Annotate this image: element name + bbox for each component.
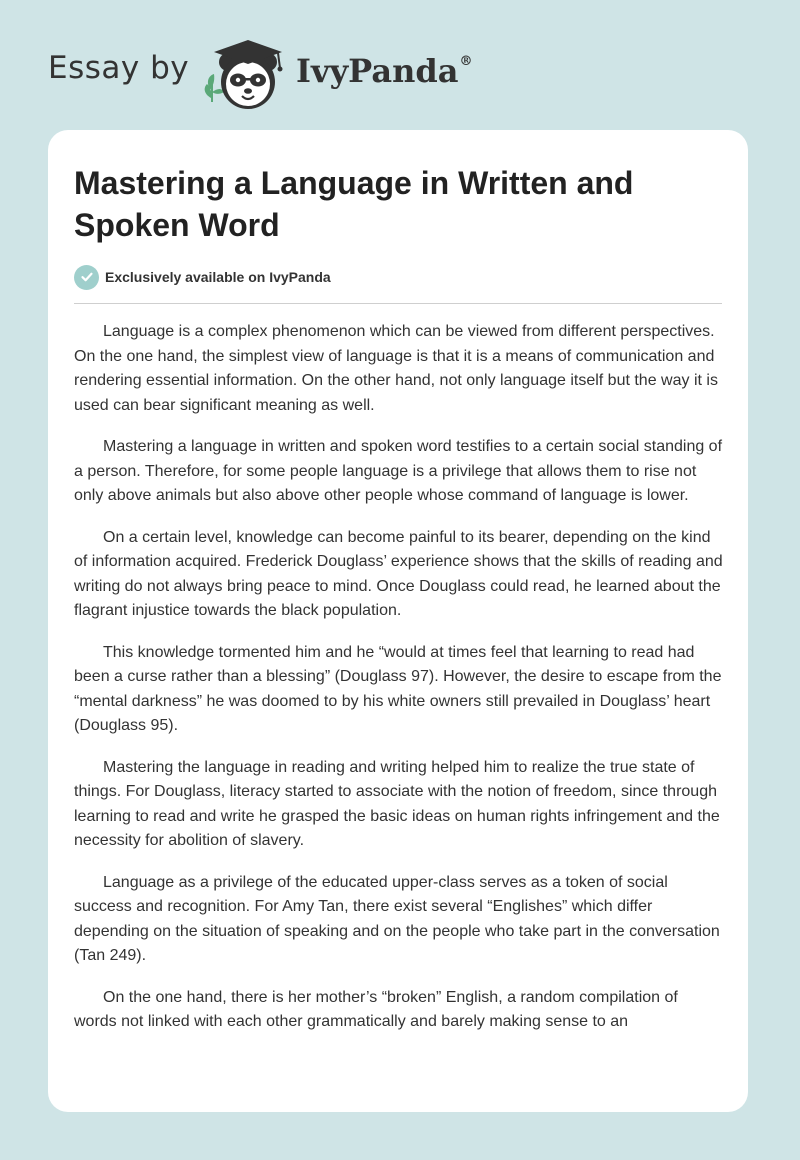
essay-paragraph: Language is a complex phenomenon which can be viewed from different perspectives. On the one hand, the simplest view of language is that it is a means of communication and rendering essential information. On the other hand, not only language itself but the way it is used can bear significant meaning as well. bbox=[74, 323, 718, 414]
essay-paragraph: This knowledge tormented him and he “would at times feel that learning to read had been a curse rather than a blessing” (Douglass 97). However, the desire to escape from the “mental darkness” he was doomed to by his white owners still prevailed in Douglass’ heart (Douglass 95). bbox=[74, 643, 722, 734]
essay-body bbox=[74, 320, 724, 1052]
essay-by-label: Essay by bbox=[48, 50, 190, 86]
brand-text: IvyPanda bbox=[296, 52, 459, 90]
brand-name[interactable] bbox=[296, 52, 472, 90]
essay-paragraph: On a certain level, knowledge can become painful to its bearer, depending on the kind of information acquired. Frederick Douglass’ experience shows that the skills of reading and writing do not always bring peace to mind. Once Douglass could read, he learned about the flagrant injustice towards the black population. bbox=[74, 528, 723, 619]
exclusive-badge-label: Exclusively available on IvyPanda bbox=[105, 269, 331, 285]
essay-paragraph: Mastering a language in written and spoken word testifies to a certain social standing of a person. Therefore, for some people language is a privilege that allows them to rise not only above animals but also above other people whose command of language is lower. bbox=[74, 438, 723, 504]
title-divider bbox=[74, 303, 722, 304]
exclusive-badge bbox=[74, 264, 331, 290]
essay-paragraph: Language as a privilege of the educated upper-class serves as a token of social success and recognition. For Amy Tan, there exist several “Englishes” which differ depending on the situation of speaking and on the people who take part in the conversation (Tan 249). bbox=[74, 873, 720, 964]
check-circle-icon bbox=[74, 265, 99, 290]
essay-card bbox=[48, 130, 748, 1112]
essay-title: Mastering a Language in Written and Spoken Word bbox=[74, 165, 634, 243]
site-header bbox=[0, 0, 800, 130]
essay-paragraph: Mastering the language in reading and writing helped him to realize the true state of things. For Douglass, literacy started to associate with the notion of freedom, since through learning to read and write he grasped the basic ideas on human rights infringement and the necessity for abolition of slavery. bbox=[74, 758, 720, 849]
essay-paragraph: On the one hand, there is her mother’s “broken” English, a random compilation of words not linked with each other grammatically and barely making sense to an bbox=[74, 988, 678, 1030]
panda-graduate-logo-icon[interactable] bbox=[198, 36, 294, 112]
registered-mark: ® bbox=[459, 54, 473, 69]
